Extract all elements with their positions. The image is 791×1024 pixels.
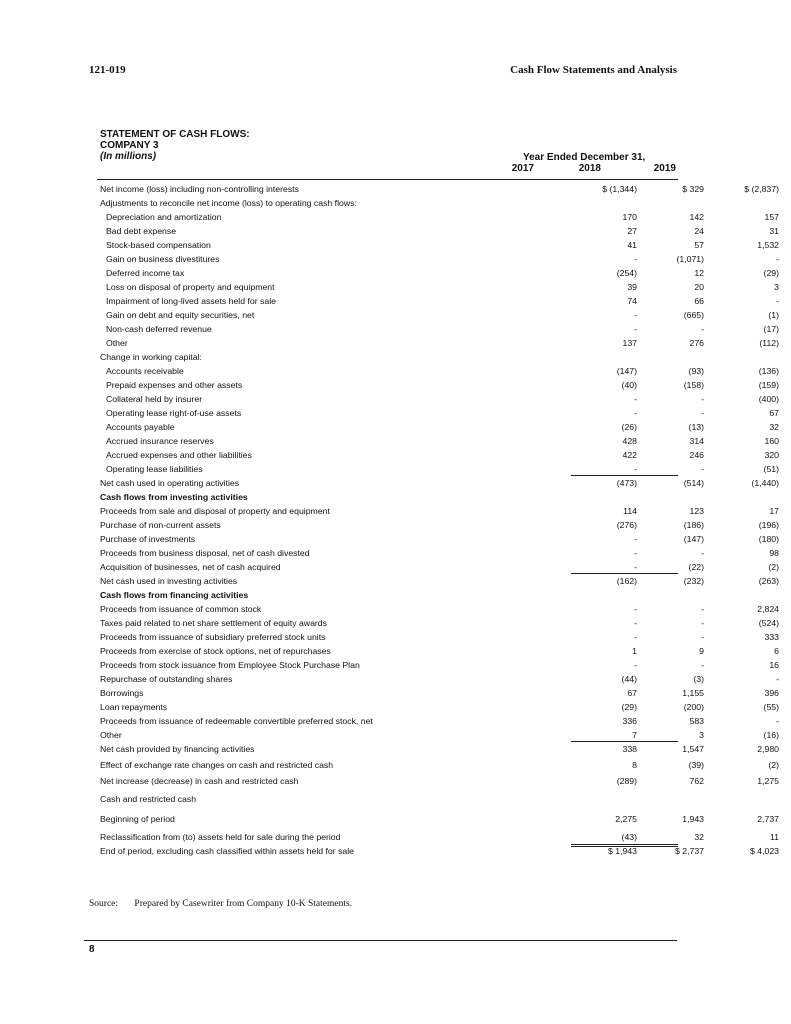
value-2019: (400) <box>758 394 779 404</box>
row-label: Net cash provided by financing activities <box>100 744 255 754</box>
table-row <box>97 560 779 574</box>
value-2017: - <box>634 562 637 572</box>
value-2019: 157 <box>764 212 779 222</box>
table-row <box>97 406 779 420</box>
value-2018: - <box>701 464 704 474</box>
table-row <box>97 350 678 364</box>
value-2017: (276) <box>616 520 637 530</box>
value-2019: (263) <box>758 576 779 586</box>
value-2019: 320 <box>764 450 779 460</box>
value-2019: (159) <box>758 380 779 390</box>
row-label: Gain on debt and equity securities, net <box>106 310 255 320</box>
value-2018: (3) <box>693 674 704 684</box>
value-2018: (13) <box>688 422 704 432</box>
value-2017: 338 <box>622 744 637 754</box>
row-label: Accrued expenses and other liabilities <box>106 450 252 460</box>
table-row <box>97 844 779 858</box>
value-2019: 396 <box>764 688 779 698</box>
value-2018: 314 <box>689 436 704 446</box>
table-row <box>97 774 779 788</box>
value-2017: - <box>634 324 637 334</box>
value-2019: 67 <box>769 408 779 418</box>
value-2018: 24 <box>694 226 704 236</box>
row-label: Net cash used in operating activities <box>100 478 240 488</box>
value-2017: - <box>634 464 637 474</box>
value-2017: - <box>634 604 637 614</box>
table-row <box>97 364 779 378</box>
value-2018: 1,155 <box>682 688 704 698</box>
header-rule <box>97 179 678 180</box>
table-row <box>97 294 779 308</box>
source-note <box>89 899 352 909</box>
table-row <box>97 420 779 434</box>
value-2019: 31 <box>769 226 779 236</box>
table-row <box>97 758 779 772</box>
row-label: Accrued insurance reserves <box>106 436 214 446</box>
value-2017: 114 <box>623 506 637 516</box>
value-2018: $ 2,737 <box>675 846 704 856</box>
table-row <box>97 308 779 322</box>
page-number: 8 <box>89 944 95 955</box>
value-2017: (254) <box>616 268 637 278</box>
value-2019: 2,737 <box>757 814 779 824</box>
value-2017: 170 <box>622 212 637 222</box>
table-row <box>97 322 779 336</box>
value-2018: - <box>701 618 704 628</box>
source-label: Source: <box>89 899 119 909</box>
value-2018: 20 <box>694 282 704 292</box>
value-2019: (51) <box>763 464 779 474</box>
value-2017: 74 <box>627 296 637 306</box>
table-row <box>97 280 779 294</box>
row-label: Impairment of long-lived assets held for sale <box>106 296 276 306</box>
value-2018: 583 <box>689 716 704 726</box>
value-2017: - <box>634 534 637 544</box>
row-label: Cash and restricted cash <box>100 794 197 804</box>
value-2017: $ (1,344) <box>602 184 637 194</box>
value-2017: 27 <box>627 226 637 236</box>
statement-title-block <box>100 129 250 162</box>
row-label: Beginning of period <box>100 814 175 824</box>
cash-flow-table <box>97 182 779 858</box>
value-2019: 16 <box>769 660 779 670</box>
table-row <box>97 462 779 476</box>
table-row <box>97 252 779 266</box>
value-2018: (232) <box>683 576 704 586</box>
row-label: Proceeds from issuance of subsidiary preferred stock units <box>100 632 326 642</box>
value-2019: (2) <box>768 760 779 770</box>
value-2017: - <box>634 310 637 320</box>
value-2017: (43) <box>621 832 637 842</box>
row-label: Proceeds from exercise of stock options, net of repurchases <box>100 646 331 656</box>
value-2019: (2) <box>768 562 779 572</box>
table-row <box>97 830 779 844</box>
row-label: Operating lease liabilities <box>106 464 203 474</box>
value-2017: 336 <box>622 716 637 726</box>
value-2017: - <box>634 548 637 558</box>
value-2019: - <box>776 254 779 264</box>
value-2017: (29) <box>621 702 637 712</box>
value-2017: 2,275 <box>615 814 637 824</box>
table-row <box>97 630 779 644</box>
value-2017: 137 <box>622 338 637 348</box>
value-2017: - <box>634 660 637 670</box>
row-label: Net increase (decrease) in cash and restricted cash <box>100 776 299 786</box>
value-2019: (1,440) <box>751 478 779 488</box>
table-row <box>97 602 779 616</box>
table-row <box>97 378 779 392</box>
table-row <box>97 672 779 686</box>
value-2019: $ 4,023 <box>750 846 779 856</box>
value-2017: - <box>634 408 637 418</box>
value-2019: 1,275 <box>757 776 779 786</box>
value-2019: (55) <box>763 702 779 712</box>
value-2018: 57 <box>694 240 704 250</box>
table-row <box>97 686 779 700</box>
value-2019: 98 <box>769 548 779 558</box>
value-2019: (29) <box>763 268 779 278</box>
table-row <box>97 434 779 448</box>
row-label: Loss on disposal of property and equipment <box>106 282 275 292</box>
year-header-2019: 2019 <box>653 163 676 174</box>
value-2017: - <box>634 618 637 628</box>
table-row <box>97 266 779 280</box>
document-title: Cash Flow Statements and Analysis <box>510 64 677 76</box>
value-2017: (162) <box>616 576 637 586</box>
value-2018: (22) <box>688 562 704 572</box>
value-2018: - <box>701 324 704 334</box>
row-label: Proceeds from sale and disposal of property and equipment <box>100 506 330 516</box>
table-row <box>97 238 779 252</box>
value-2019: 2,824 <box>757 604 779 614</box>
value-2018: (514) <box>683 478 704 488</box>
value-2019: (196) <box>758 520 779 530</box>
company-name: COMPANY 3 <box>100 140 159 151</box>
row-label: Taxes paid related to net share settlement of equity awards <box>100 618 327 628</box>
row-label: Change in working capital: <box>100 352 202 362</box>
value-2017: - <box>634 254 637 264</box>
value-2018: 32 <box>694 832 704 842</box>
value-2019: (524) <box>758 618 779 628</box>
table-row <box>97 574 779 588</box>
table-row <box>97 518 779 532</box>
value-2018: 3 <box>699 730 704 740</box>
value-2019: (16) <box>763 730 779 740</box>
value-2018: (39) <box>688 760 704 770</box>
table-row <box>97 196 678 210</box>
row-label: Purchase of non-current assets <box>100 520 221 530</box>
row-label: Cash flows from financing activities <box>100 590 249 600</box>
value-2018: - <box>701 548 704 558</box>
value-2018: - <box>701 394 704 404</box>
row-label: End of period, excluding cash classified within assets held for sale <box>100 846 355 856</box>
units-label: (In millions) <box>100 151 157 162</box>
row-label: Cash flows from investing activities <box>100 492 248 502</box>
value-2019: - <box>776 296 779 306</box>
table-row <box>97 182 779 196</box>
value-2018: 246 <box>689 450 704 460</box>
value-2018: (147) <box>683 534 704 544</box>
value-2018: (158) <box>683 380 704 390</box>
value-2018: 9 <box>699 646 704 656</box>
year-header-2017: 2017 <box>511 163 534 174</box>
row-label: Borrowings <box>100 688 144 698</box>
value-2018: (200) <box>683 702 704 712</box>
row-label: Deferred income tax <box>106 268 185 278</box>
row-label: Proceeds from stock issuance from Employee Stock Purchase Plan <box>100 660 360 670</box>
statement-title: STATEMENT OF CASH FLOWS: <box>100 129 250 140</box>
value-2017: 41 <box>627 240 637 250</box>
table-row <box>97 588 678 602</box>
value-2019: (1) <box>768 310 779 320</box>
row-label: Other <box>106 338 128 348</box>
value-2018: (186) <box>683 520 704 530</box>
value-2019: 333 <box>764 632 779 642</box>
row-label: Net cash used in investing activities <box>100 576 238 586</box>
row-label: Gain on business divestitures <box>106 254 220 264</box>
value-2019: 3 <box>774 282 779 292</box>
table-row <box>97 476 779 490</box>
row-label: Loan repayments <box>100 702 168 712</box>
value-2019: 17 <box>769 506 779 516</box>
row-label: Collateral held by insurer <box>106 394 203 404</box>
value-2019: (112) <box>759 338 779 348</box>
table-row <box>97 812 779 826</box>
table-row <box>97 210 779 224</box>
row-label: Proceeds from business disposal, net of cash divested <box>100 548 310 558</box>
value-2019: 32 <box>769 422 779 432</box>
row-label: Accounts receivable <box>106 366 184 376</box>
value-2018: $ 329 <box>682 184 704 194</box>
row-label: Proceeds from issuance of common stock <box>100 604 262 614</box>
value-2019: 1,532 <box>757 240 779 250</box>
value-2019: - <box>776 674 779 684</box>
table-row <box>97 504 779 518</box>
table-row <box>97 658 779 672</box>
value-2017: (289) <box>616 776 637 786</box>
row-label: Depreciation and amortization <box>106 212 222 222</box>
value-2018: (93) <box>688 366 704 376</box>
row-label: Reclassification from (to) assets held for sale during the period <box>100 832 341 842</box>
value-2019: 6 <box>774 646 779 656</box>
table-row <box>97 742 779 756</box>
table-row <box>97 336 779 350</box>
table-row <box>97 224 779 238</box>
table-row <box>97 792 678 806</box>
case-number: 121-019 <box>89 64 126 76</box>
value-2019: (17) <box>763 324 779 334</box>
value-2018: 1,547 <box>682 744 704 754</box>
row-label: Net income (loss) including non-controlling interests <box>100 184 299 194</box>
source-text: Prepared by Casewriter from Company 10-K Statements. <box>134 899 353 909</box>
value-2019: 11 <box>769 832 779 842</box>
table-row <box>97 616 779 630</box>
value-2017: (40) <box>621 380 637 390</box>
value-2017: (147) <box>616 366 637 376</box>
value-2018: - <box>701 604 704 614</box>
period-label: Year Ended December 31, <box>523 152 646 163</box>
table-row <box>97 714 779 728</box>
value-2018: 142 <box>689 212 704 222</box>
value-2017: 428 <box>622 436 637 446</box>
value-2017: 8 <box>632 760 637 770</box>
value-2017: 39 <box>627 282 637 292</box>
row-label: Purchase of investments <box>100 534 196 544</box>
table-row <box>97 728 779 742</box>
value-2018: - <box>701 632 704 642</box>
value-2017: - <box>634 632 637 642</box>
value-2018: 762 <box>689 776 704 786</box>
value-2017: 67 <box>627 688 637 698</box>
row-label: Adjustments to reconcile net income (loss) to operating cash flows: <box>100 198 357 208</box>
row-label: Acquisition of businesses, net of cash acquired <box>100 562 281 572</box>
value-2017: 7 <box>632 730 637 740</box>
row-label: Accounts payable <box>106 422 175 432</box>
value-2017: 1 <box>632 646 637 656</box>
value-2019: 2,980 <box>757 744 779 754</box>
value-2018: (665) <box>683 310 704 320</box>
row-label: Stock-based compensation <box>106 240 211 250</box>
row-label: Effect of exchange rate changes on cash and restricted cash <box>100 760 334 770</box>
value-2019: $ (2,837) <box>744 184 779 194</box>
value-2018: 276 <box>689 338 704 348</box>
value-2019: (136) <box>758 366 779 376</box>
table-row <box>97 546 779 560</box>
table-row <box>97 448 779 462</box>
table-row <box>97 392 779 406</box>
row-label: Other <box>100 730 122 740</box>
value-2019: - <box>776 716 779 726</box>
row-label: Prepaid expenses and other assets <box>106 380 243 390</box>
value-2018: (1,071) <box>676 254 704 264</box>
value-2019: (180) <box>758 534 779 544</box>
value-2017: - <box>634 394 637 404</box>
value-2018: - <box>701 408 704 418</box>
row-label: Repurchase of outstanding shares <box>100 674 233 684</box>
value-2018: 66 <box>694 296 704 306</box>
row-label: Proceeds from issuance of redeemable convertible preferred stock, net <box>100 716 373 726</box>
footer-rule <box>84 940 677 941</box>
value-2017: (26) <box>621 422 637 432</box>
value-2019: 160 <box>764 436 779 446</box>
value-2017: (473) <box>616 478 637 488</box>
value-2018: 123 <box>689 506 704 516</box>
row-label: Operating lease right-of-use assets <box>106 408 242 418</box>
value-2018: - <box>701 660 704 670</box>
row-label: Bad debt expense <box>106 226 177 236</box>
value-2018: 1,943 <box>682 814 704 824</box>
row-label: Non-cash deferred revenue <box>106 324 212 334</box>
value-2017: (44) <box>621 674 637 684</box>
value-2018: 12 <box>694 268 704 278</box>
table-row <box>97 644 779 658</box>
value-2017: $ 1,943 <box>608 846 637 856</box>
year-header-2018: 2018 <box>578 163 601 174</box>
value-2017: 422 <box>622 450 637 460</box>
table-row <box>97 700 779 714</box>
table-row <box>97 490 678 504</box>
table-row <box>97 532 779 546</box>
